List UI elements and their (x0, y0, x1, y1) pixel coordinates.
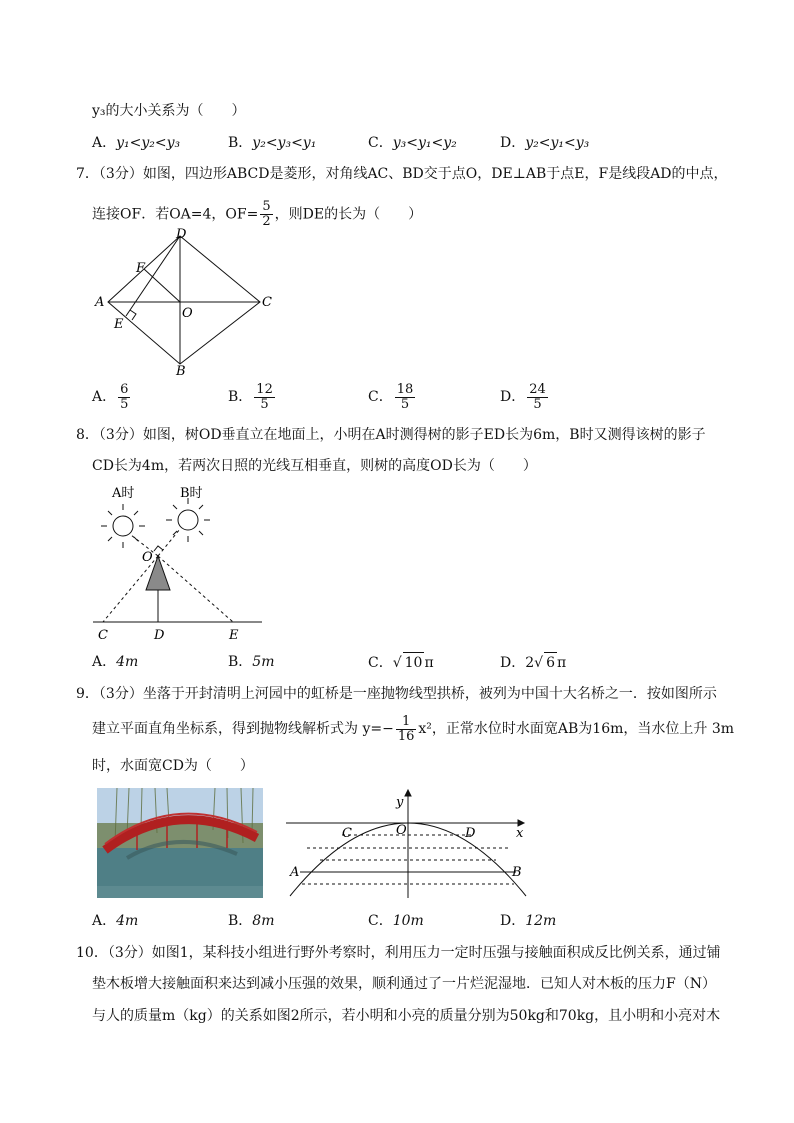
q7-rhombus-figure (90, 226, 280, 378)
label-a-time: A时 (112, 486, 135, 501)
sun-a-icon (113, 516, 133, 536)
q7-of-fraction: $\frac{5}{2}$ (262, 199, 271, 229)
q8-option-c[interactable]: C．√ 10 π (368, 652, 434, 673)
q7-text-2b: ，则DE的长为（ ） (274, 206, 423, 223)
label-o: O (396, 823, 407, 838)
q9-text-1: 坐落于开封清明上河园中的虹桥是一座抛物线型拱桥，被列为中国十大名桥之一．按如图所示 (142, 686, 717, 702)
q7-text-1: 如图，四边形ABCD是菱形，对角线AC、BD交于点O，DE⊥AB于点E，F是线段AD的中点， (142, 166, 728, 182)
segment-of (144, 269, 180, 302)
label-x: x (516, 826, 524, 841)
label-y: y (396, 795, 404, 810)
q10-text-1: 如图1，某科技小组进行野外考察时，利用压力一定时压强与接触面积成反比例关系，通过铺 (151, 945, 721, 961)
q6-option-b[interactable]: B．y₂<y₃<y₁ (228, 135, 317, 151)
rhombus-outline (108, 236, 260, 364)
right-angle-mark (130, 310, 136, 320)
q9-text-2b: x²，正常水位时水面宽AB为16m，当水位上升 3m (418, 721, 735, 737)
q9-option-d[interactable]: D．12m (500, 913, 557, 929)
label-o: O (182, 306, 193, 321)
q9-stem-line2 (92, 714, 734, 744)
q8-option-b[interactable]: B．5m (228, 654, 275, 670)
label-o: O (142, 550, 153, 565)
q8-stem-line2: CD长为4m，若两次日照的光线互相垂直，则树的高度OD长为（ ） (92, 458, 537, 474)
label-d: D (465, 826, 476, 841)
q8-option-d[interactable]: D．2√ 6 π (500, 652, 566, 673)
sun-b-icon (178, 510, 198, 530)
q8-stem-line1 (76, 425, 706, 445)
q8-text-1: 如图，树OD垂直立在地面上，小明在A时测得树的影子ED长为6m，B时又测得该树的影子 (142, 427, 706, 443)
q6-option-a[interactable]: A．y₁<y₂<y₃ (92, 135, 181, 151)
q6-continuation: y₃的大小关系为（ ） (92, 103, 246, 119)
q8-number: 8． (76, 427, 99, 443)
q6-option-c[interactable]: C．y₃<y₁<y₂ (368, 135, 457, 151)
q9-stem-line1 (76, 684, 717, 704)
label-a: A (95, 295, 105, 310)
q8-tree-shadow-figure (90, 484, 270, 644)
q10-score: （3分） (107, 945, 152, 961)
y-axis-arrow (405, 790, 411, 796)
label-b: B (176, 364, 186, 378)
label-f: F (136, 261, 146, 276)
q9-stem-line3: 时，水面宽CD为（ ） (92, 758, 254, 774)
q7-option-d[interactable]: D． $\frac{24}{5}$ (500, 381, 546, 412)
q9-text-2a: 建立平面直角坐标系，得到抛物线解析式为 y=− (92, 721, 394, 737)
label-d: D (154, 628, 165, 643)
q10-stem-line2: 垫木板增大接触面积来达到减小压强的效果，顺利通过了一片烂泥湿地．已知人对木板的压力F（N） (92, 976, 716, 992)
label-d: D (176, 227, 187, 242)
q7-stem-line2 (92, 200, 422, 229)
q10-number: 10． (76, 945, 108, 961)
q8-score: （3分） (98, 427, 143, 443)
q9-fraction: $\frac{1}{16}$ (397, 713, 415, 744)
label-c: C (342, 826, 352, 841)
q9-option-a[interactable]: A．4m (92, 913, 139, 929)
label-e: E (114, 317, 124, 332)
q7-option-a[interactable]: A． $\frac{6}{5}$ (92, 381, 129, 412)
q7-number: 7． (76, 166, 99, 182)
q9-parabola-figure (282, 788, 532, 900)
q7-option-c[interactable]: C． $\frac{18}{5}$ (368, 381, 414, 412)
label-c: C (262, 295, 272, 310)
q10-stem-line3: 与人的质量m（kg）的关系如图2所示，若小明和小亮的质量分别为50kg和70kg，且小明和小亮对木 (92, 1008, 721, 1024)
q7-stem-line1 (76, 164, 728, 184)
label-b-time: B时 (180, 486, 203, 501)
q10-stem-line1 (76, 943, 721, 963)
segment-de (126, 236, 180, 316)
label-b: B (512, 865, 522, 880)
q6-option-d[interactable]: D．y₂<y₁<y₃ (500, 135, 590, 151)
q8-option-a[interactable]: A．4m (92, 654, 139, 670)
q9-option-c[interactable]: C．10m (368, 913, 424, 929)
q9-score: （3分） (98, 686, 143, 702)
q7-text-2a: 连接OF．若OA=4，OF= (92, 206, 259, 223)
label-a: A (290, 865, 300, 880)
label-c: C (98, 628, 108, 643)
label-e: E (229, 628, 239, 643)
q7-option-b[interactable]: B． $\frac{12}{5}$ (228, 381, 273, 412)
rainbow-bridge-photo (97, 788, 263, 898)
q9-option-b[interactable]: B．8m (228, 913, 275, 929)
q9-number: 9． (76, 686, 99, 702)
q7-score: （3分） (98, 166, 143, 182)
perpendicular-mark (154, 546, 163, 551)
